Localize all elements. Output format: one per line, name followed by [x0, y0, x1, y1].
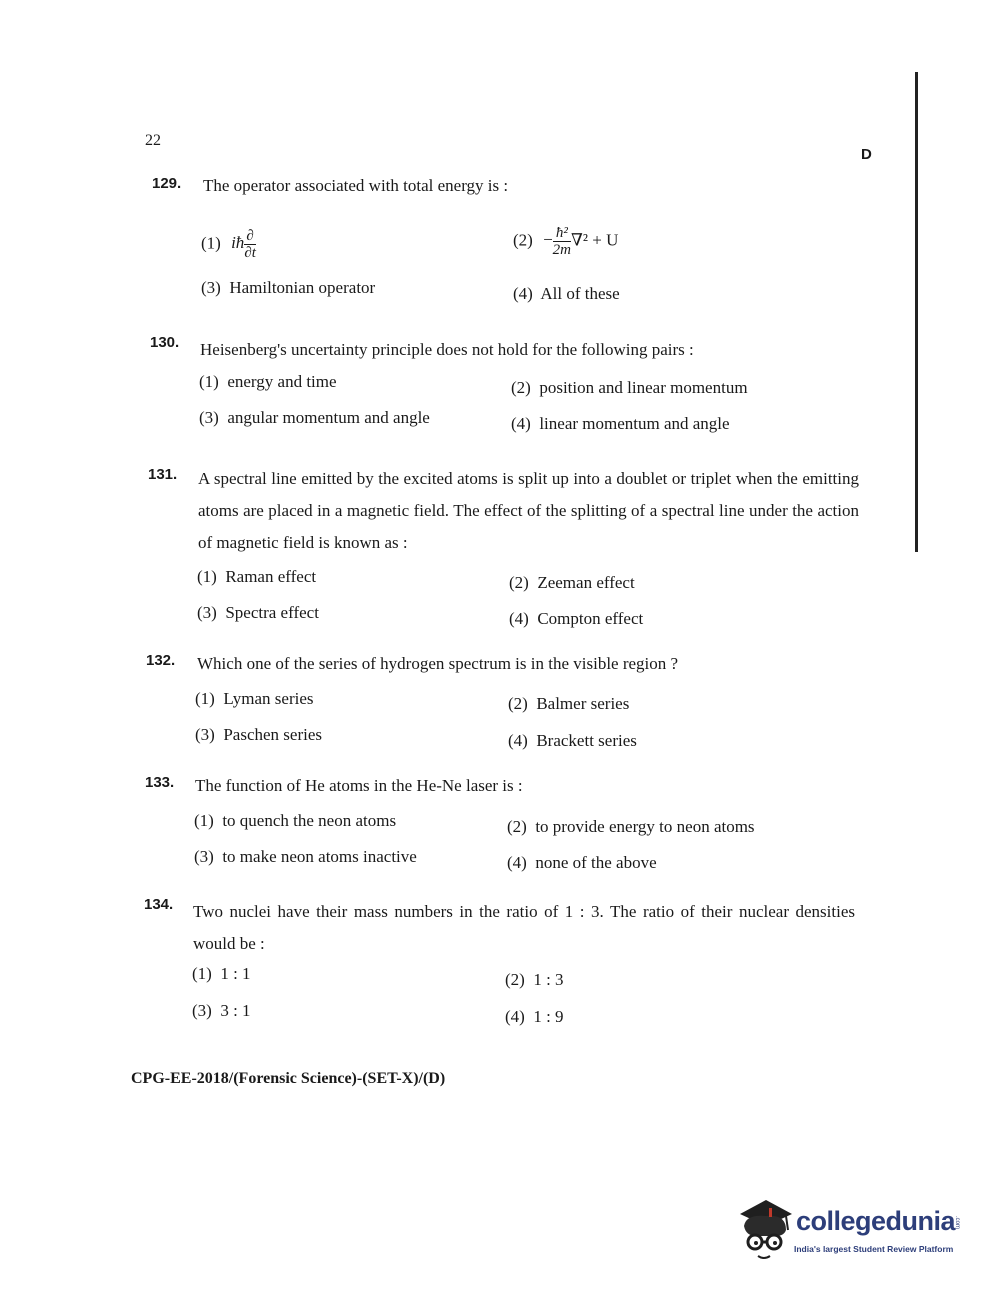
option-text: Raman effect [225, 567, 317, 586]
option-2 [507, 817, 755, 837]
option-2 [511, 378, 748, 398]
option-label: (1) [192, 964, 212, 983]
option-text: 3 : 1 [220, 1001, 251, 1020]
question-number: 132. [146, 652, 176, 669]
question-text: Which one of the series of hydrogen spectrum is in the visible region ? [197, 654, 679, 673]
option-text: Balmer series [536, 694, 630, 713]
option-label: (1) [201, 233, 221, 253]
option-label: (2) [508, 694, 528, 713]
option-text: to provide energy to neon atoms [535, 817, 755, 836]
option-4 [513, 284, 620, 304]
question-text: A spectral line emitted by the excited atoms is split up into a doublet or triplet when the emitting atoms are placed in a magnetic field. The effect of the splitting of a spectral line under the action of magnetic field is known as : [198, 469, 859, 552]
option-text: to make neon atoms inactive [222, 847, 417, 866]
option-text: Zeeman effect [537, 573, 635, 592]
question-number: 131. [148, 466, 178, 483]
fraction-numerator: ħ² [553, 225, 571, 242]
question-text: Heisenberg's uncertainty principle does not hold for the following pairs : [200, 340, 694, 359]
option-1 [194, 811, 396, 831]
option-label: (4) [513, 284, 533, 303]
exam-code-footer: CPG-EE-2018/(Forensic Science)-(SET-X)/(D) [131, 1070, 446, 1087]
option-text: 1 : 9 [533, 1007, 564, 1026]
option-1 [195, 689, 314, 709]
fraction-denominator: ∂t [244, 245, 256, 261]
option-label: (2) [511, 378, 531, 397]
question-number: 129. [152, 175, 182, 192]
option-3 [195, 725, 322, 745]
question-number: 130. [150, 334, 180, 351]
option-math-prefix: − [543, 230, 553, 250]
option-label: (2) [505, 970, 525, 989]
option-1 [199, 372, 337, 392]
option-label: (4) [505, 1007, 525, 1026]
option-label: (3) [194, 847, 214, 866]
option-label: (4) [509, 609, 529, 628]
page-number: 22 [145, 132, 161, 149]
option-text: 1 : 3 [533, 970, 564, 989]
option-math-prefix: iħ [231, 233, 245, 253]
question-number: 133. [145, 774, 175, 791]
option-1 [197, 567, 316, 587]
option-label: (4) [508, 731, 528, 750]
option-label: (4) [507, 853, 527, 872]
option-2 [508, 694, 629, 714]
fraction-denominator: 2m [552, 242, 572, 258]
option-text: Brackett series [536, 731, 637, 750]
option-3 [194, 847, 417, 867]
option-text: Lyman series [223, 689, 314, 708]
option-label: (3) [201, 278, 221, 297]
option-3 [192, 1001, 251, 1021]
option-4 [505, 1007, 564, 1027]
scan-edge-line [915, 72, 918, 552]
option-text: Compton effect [537, 609, 644, 628]
hbar-fraction [553, 225, 571, 258]
option-2 [513, 225, 618, 258]
question-text: The operator associated with total energy is : [203, 176, 509, 195]
option-2 [509, 573, 635, 593]
option-label: (1) [197, 567, 217, 586]
logo-tagline: India's largest Student Review Platform [794, 1244, 954, 1254]
option-label: (3) [197, 603, 217, 622]
option-4 [511, 414, 730, 434]
option-1 [192, 964, 251, 984]
option-4 [508, 731, 637, 751]
option-text: 1 : 1 [220, 964, 251, 983]
option-text: energy and time [227, 372, 337, 391]
logo-wordmark: collegedunia [796, 1206, 956, 1236]
option-label: (2) [507, 817, 527, 836]
option-text: All of these [540, 284, 620, 303]
collegedunia-logo [736, 1196, 966, 1266]
option-label: (2) [513, 230, 533, 250]
option-3 [199, 408, 430, 428]
option-label: (1) [195, 689, 215, 708]
option-label: (3) [195, 725, 215, 744]
option-text: to quench the neon atoms [222, 811, 397, 830]
logo-domain: .com [954, 1216, 960, 1230]
option-text: position and linear momentum [539, 378, 748, 397]
option-4 [509, 609, 643, 629]
question-text: Two nuclei have their mass numbers in the ratio of 1 : 3. The ratio of their nuclear densities would be : [193, 902, 855, 953]
option-text: linear momentum and angle [539, 414, 730, 433]
option-label: (3) [199, 408, 219, 427]
option-text: angular momentum and angle [227, 408, 430, 427]
option-2 [505, 970, 564, 990]
option-3 [201, 278, 375, 298]
option-math-suffix: ∇² + U [571, 230, 619, 250]
option-label: (2) [509, 573, 529, 592]
set-letter: D [861, 146, 872, 163]
option-text: none of the above [535, 853, 657, 872]
option-label: (4) [511, 414, 531, 433]
derivative-fraction [244, 228, 256, 261]
option-label: (1) [199, 372, 219, 391]
option-text: Spectra effect [225, 603, 319, 622]
student-mascot-icon [736, 1196, 796, 1266]
option-text: Hamiltonian operator [229, 278, 376, 297]
option-3 [197, 603, 319, 623]
fraction-numerator: ∂ [244, 228, 256, 245]
option-text: Paschen series [223, 725, 322, 744]
option-label: (1) [194, 811, 214, 830]
option-1 [201, 228, 256, 261]
option-4 [507, 853, 657, 873]
question-text: The function of He atoms in the He-Ne laser is : [195, 776, 523, 795]
option-label: (3) [192, 1001, 212, 1020]
question-number: 134. [144, 896, 174, 913]
